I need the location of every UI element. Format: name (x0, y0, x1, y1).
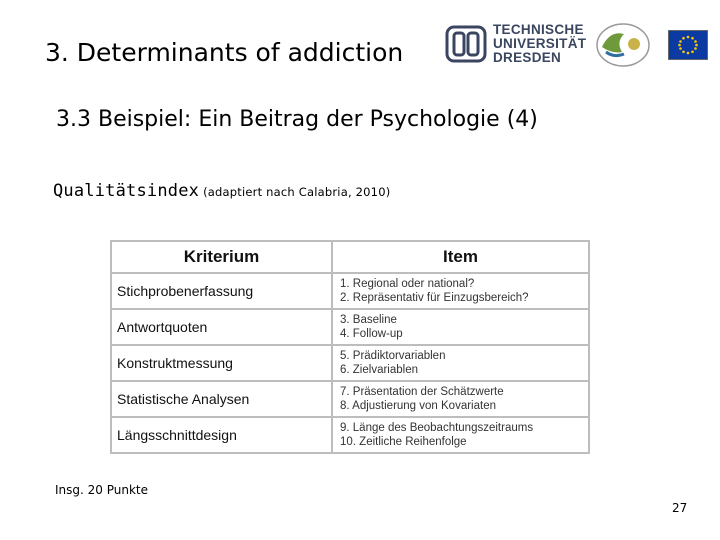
item-cell (332, 273, 589, 309)
tud-line-3: DRESDEN (493, 50, 562, 65)
item-cell (332, 381, 589, 417)
eu-flag-icon (668, 30, 708, 60)
column-header-item: Item (332, 241, 589, 273)
tud-emblem-icon (445, 25, 487, 63)
kriterium-cell: Antwortquoten (111, 309, 332, 345)
item-line: 5. Prädiktorvariablen (340, 350, 446, 362)
item-line: 7. Präsentation der Schätzwerte (340, 386, 504, 398)
item-cell (332, 309, 589, 345)
kriterium-cell: Längsschnittdesign (111, 417, 332, 453)
table-header-row (111, 241, 589, 273)
item-line: 4. Follow-up (340, 328, 403, 340)
item-line: 1. Regional oder national? (340, 278, 475, 290)
tud-wordmark (493, 23, 586, 65)
total-points-note: Insg. 20 Punkte (55, 483, 148, 497)
table-row (111, 345, 589, 381)
column-header-kriterium: Kriterium (111, 241, 332, 273)
kriterium-cell: Stichprobenerfassung (111, 273, 332, 309)
item-line: 3. Baseline (340, 314, 397, 326)
item-cell (332, 345, 589, 381)
item-line: 10. Zeitliche Reihenfolge (340, 436, 467, 448)
slide-title: 3. Determinants of addiction (45, 38, 404, 67)
item-cell (332, 417, 589, 453)
table-row (111, 417, 589, 453)
tud-line-1: TECHNISCHE (493, 22, 584, 37)
table-row (111, 381, 589, 417)
item-line: 8. Adjustierung von Kovariaten (340, 400, 496, 412)
heading-citation: (adaptiert nach Calabria, 2010) (203, 185, 391, 199)
quality-index-table (110, 240, 590, 454)
item-line: 9. Länge des Beobachtungszeitraums (340, 422, 534, 434)
item-line: 6. Zielvariablen (340, 364, 418, 376)
page-number: 27 (672, 501, 688, 515)
tud-line-2: UNIVERSITÄT (493, 36, 587, 51)
table-row (111, 309, 589, 345)
section-heading (53, 181, 390, 201)
table-row (111, 273, 589, 309)
slide-subtitle: 3.3 Beispiel: Ein Beitrag der Psychologie (4) (56, 107, 538, 132)
kriterium-cell: Konstruktmessung (111, 345, 332, 381)
kriterium-cell: Statistische Analysen (111, 381, 332, 417)
project-seal-logo (594, 22, 652, 68)
heading-text: Qualitätsindex (53, 181, 200, 201)
item-line: 2. Repräsentativ für Einzugsbereich? (340, 292, 529, 304)
tu-dresden-logo (445, 22, 590, 66)
